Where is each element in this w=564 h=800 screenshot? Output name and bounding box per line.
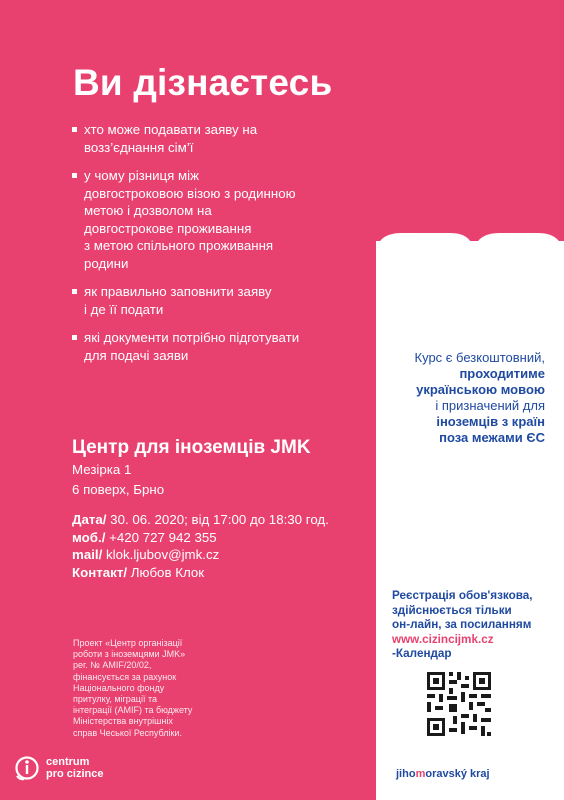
registration-info: Реєстрація обов'язкова, здійснюється тільки он-лайн, за посиланням www.cizincijmk.cz -Календар [392,589,557,662]
mail-line: mail/ klok.ljubov@jmk.cz [72,547,220,562]
centrum-logo-icon [14,755,40,781]
address-line: Мезірка 1 [72,462,132,477]
bullet-square-icon [72,335,77,340]
center-title: Центр для іноземців JMK [72,437,311,458]
project-note: Проект «Центр організації роботи з іноземцями JMK» рег. № AMIF/20/02, фінансується за рахунок Національного фонду притулку, міграції та інтеграції (AMIF) та бюджету Міністерства внутрішніх справ Чеської Республіки. [73,638,193,738]
bullet-square-icon [72,173,77,178]
phone-line: моб./ +420 727 942 355 [72,530,217,545]
date-line: Дата/ 30. 06. 2020; від 17:00 до 18:30 год. [72,512,329,527]
registration-link[interactable]: www.cizincijmk.cz [392,632,494,646]
course-info: Курс є безкоштовний, проходитиме українською мовою і призначений для іноземців з країн поза межами ЄС [414,350,545,445]
centrum-logo-text: centrum pro cizince [46,756,104,780]
learn-list [72,121,372,375]
qr-code-icon[interactable] [425,670,493,738]
bullet-square-icon [72,289,77,294]
list-item: як правильно заповнити заяву і де її подати [72,283,372,318]
list-item: хто може подавати заяву на возз’єднання сім’ї [72,121,372,156]
panel-arch-shape [376,233,564,293]
kraj-logo: jihomoravský kraj [396,768,490,780]
contact-line: Контакт/ Любов Клок [72,565,205,580]
list-item: які документи потрібно підготувати для подачі заяви [72,329,372,364]
address-line: 6 поверх, Брно [72,482,165,497]
page-title: Ви дізнаєтесь [73,62,333,103]
bullet-square-icon [72,127,77,132]
centrum-logo [14,755,103,781]
list-item: у чому різниця між довгостроковою візою з родинною метою і дозволом на довгострокове проживання з метою спільного проживання родини [72,167,372,272]
